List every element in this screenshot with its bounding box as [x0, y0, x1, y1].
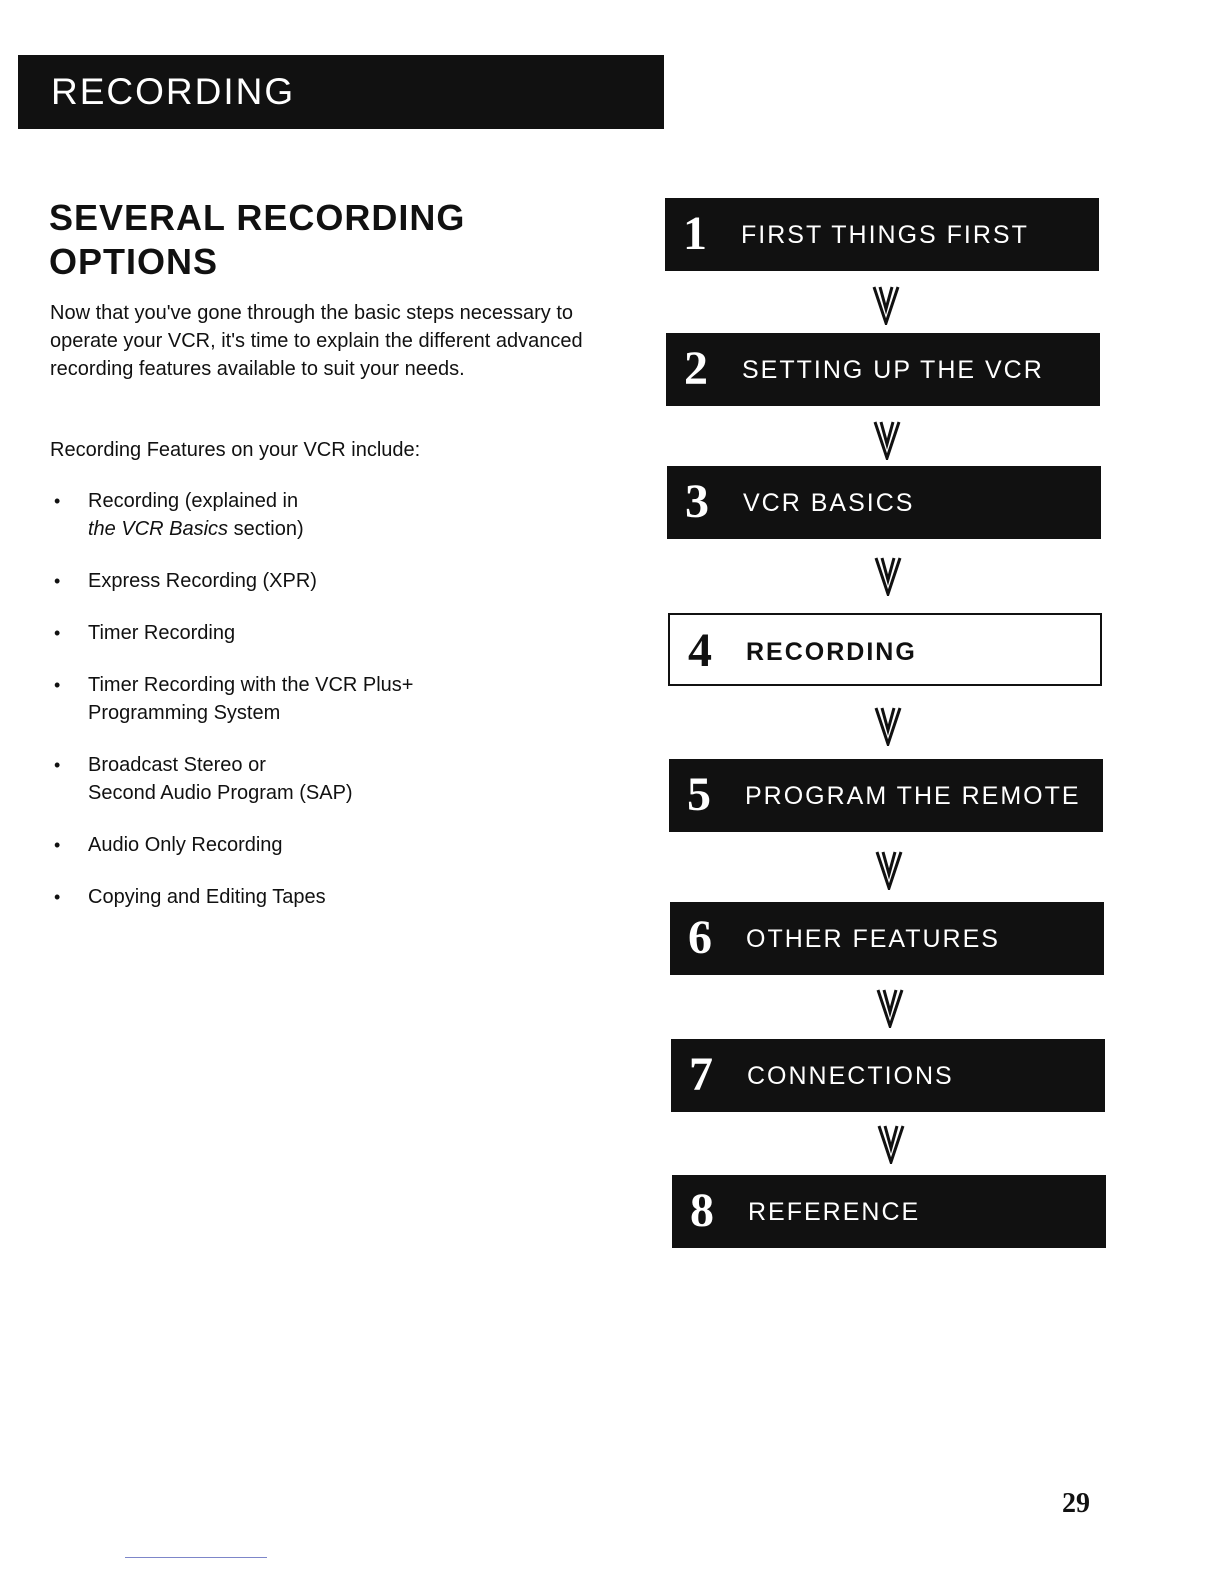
chapter-step-3 [667, 466, 1101, 539]
list-item [48, 487, 608, 543]
step-label: VCR BASICS [743, 489, 915, 517]
step-number: 5 [687, 768, 711, 821]
chapter-step-8 [672, 1175, 1106, 1248]
chapter-step-5 [669, 759, 1103, 832]
list-item [48, 671, 608, 727]
step-number: 7 [689, 1048, 713, 1101]
intro-paragraph: Now that you've gone through the basic steps necessary to operate your VCR, it's time to explain the different advanced recording features available to suit your needs. [50, 302, 583, 380]
list-item [48, 883, 608, 911]
step-number: 4 [688, 624, 712, 677]
chapter-step-4-current [668, 613, 1102, 686]
list-item [48, 751, 608, 807]
step-label: SETTING UP THE VCR [742, 356, 1044, 384]
chapter-title: RECORDING [51, 71, 296, 112]
down-arrow-icon [871, 285, 901, 325]
step-number: 1 [683, 207, 707, 260]
feature-text: Timer Recording [88, 622, 236, 644]
bullet-icon: • [54, 755, 61, 775]
page-number: 29 [1062, 1488, 1090, 1519]
step-number: 3 [685, 475, 709, 528]
feature-text-continued: Programming System [88, 702, 281, 724]
feature-text: Audio Only Recording [88, 834, 283, 856]
chapter-step-1 [665, 198, 1099, 271]
feature-text: Copying and Editing Tapes [88, 886, 326, 908]
step-number: 2 [684, 342, 708, 395]
list-item [48, 567, 608, 595]
bullet-icon: • [54, 571, 61, 591]
feature-text-italic: the VCR Basics [88, 518, 229, 540]
bullet-icon: • [54, 835, 61, 855]
step-label: FIRST THINGS FIRST [741, 221, 1029, 249]
step-label: OTHER FEATURES [746, 925, 1000, 953]
chapter-banner [18, 55, 664, 129]
feature-text: Timer Recording with the VCR Plus+ [88, 674, 414, 696]
down-arrow-icon [874, 850, 904, 890]
down-arrow-icon [873, 556, 903, 596]
chapter-step-2 [666, 333, 1100, 406]
footer-rule [125, 1557, 267, 1558]
features-list [48, 487, 608, 935]
section-title: SEVERAL RECORDING OPTIONS [49, 197, 466, 282]
bullet-icon: • [54, 675, 61, 695]
features-lead: Recording Features on your VCR include: [50, 439, 421, 461]
step-label: RECORDING [746, 638, 917, 666]
step-label: PROGRAM THE REMOTE [745, 782, 1081, 810]
feature-text-continued: Second Audio Program (SAP) [88, 782, 353, 804]
down-arrow-icon [875, 988, 905, 1028]
down-arrow-icon [872, 420, 902, 460]
down-arrow-icon [876, 1124, 906, 1164]
bullet-icon: • [54, 887, 61, 907]
step-label: REFERENCE [748, 1198, 921, 1226]
step-number: 8 [690, 1184, 714, 1237]
feature-text: Express Recording (XPR) [88, 570, 317, 592]
down-arrow-icon [873, 706, 903, 746]
step-number: 6 [688, 911, 712, 964]
feature-text-continued: section) [228, 518, 304, 540]
list-item [48, 831, 608, 859]
chapter-step-7 [671, 1039, 1105, 1112]
bullet-icon: • [54, 491, 61, 511]
step-label: CONNECTIONS [747, 1062, 954, 1090]
feature-text: Recording (explained in [88, 490, 299, 512]
feature-text: Broadcast Stereo or [88, 754, 266, 776]
bullet-icon: • [54, 623, 61, 643]
chapter-step-6 [670, 902, 1104, 975]
list-item [48, 619, 608, 647]
